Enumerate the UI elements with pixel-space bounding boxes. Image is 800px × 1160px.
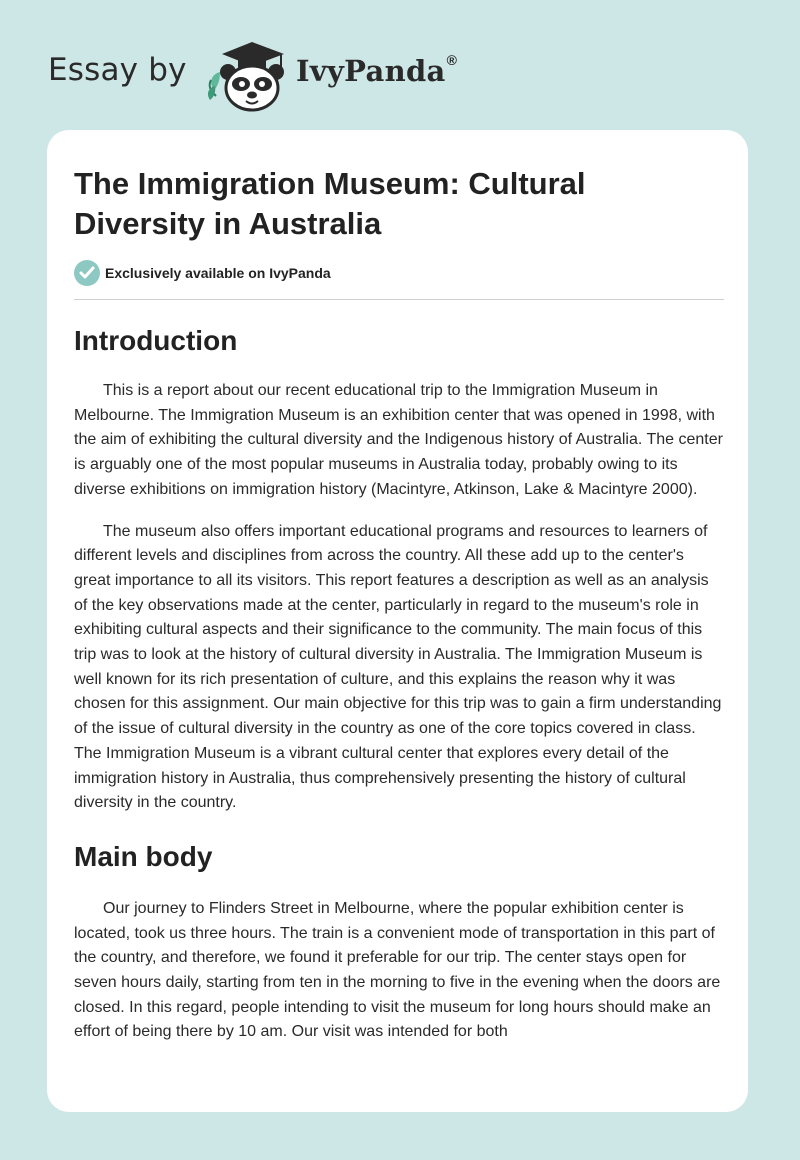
site-header	[48, 34, 468, 110]
article-card	[47, 130, 748, 1112]
divider	[74, 299, 724, 300]
exclusive-badge	[74, 260, 724, 286]
checkmark-badge-icon	[74, 260, 100, 286]
paragraph: The museum also offers important educational programs and resources to learners of different levels and disciplines from across the country. All these add up to the center's great importance to all its visitors. This report features a description as well as an analysis of the key observations made at the center, particularly in regard to the museum's role in exhibiting cultural aspects and their significance to the community. The main focus of this trip was to look at the history of cultural diversity in Australia. The Immigration Museum is well known for its rich presentation of culture, and this explains the reason why it was chosen for this assignment. Our main objective for this trip was to gain a firm understanding of the issue of cultural diversity in the country as one of the core topics covered in class. The Immigration Museum is a vibrant cultural center that explores every detail of the immigration history in Australia, thus comprehensively presenting the history of cultural diversity in the country.	[74, 522, 722, 812]
brand-name[interactable]: IvyPanda®	[296, 52, 458, 88]
paragraph: Our journey to Flinders Street in Melbourne, where the popular exhibition center is located, took us three hours. The train is a convenient mode of transportation in this part of the country, and therefore, we found it preferable for our trip. The center stays open for seven hours daily, starting from ten in the morning to five in the evening when the doors are closed. In this regard, people intending to visit the museum for long hours should make an effort of being there by 10 am. Our visit was intended for both	[74, 899, 721, 1041]
section-heading-introduction: Introduction	[74, 325, 238, 356]
article-title: The Immigration Museum: Cultural Diversity in Australia	[74, 166, 586, 241]
essay-by-label: Essay by	[48, 52, 187, 88]
panda-logo-icon[interactable]	[202, 38, 292, 112]
paragraph: This is a report about our recent educational trip to the Immigration Museum in Melbourne. The Immigration Museum is an exhibition center that was opened in 1998, with the aim of exhibiting the cultural diversity and the Indigenous history of Australia. The center is arguably one of the most popular museums in Australia today, probably owing to its diverse exhibitions on immigration history (Macintyre, Atkinson, Lake & Macintyre 2000).	[74, 382, 723, 498]
article-content	[74, 164, 724, 1045]
exclusive-label: Exclusively available on IvyPanda	[105, 265, 331, 281]
section-heading-main-body: Main body	[74, 840, 213, 872]
registered-mark: ®	[446, 52, 458, 68]
